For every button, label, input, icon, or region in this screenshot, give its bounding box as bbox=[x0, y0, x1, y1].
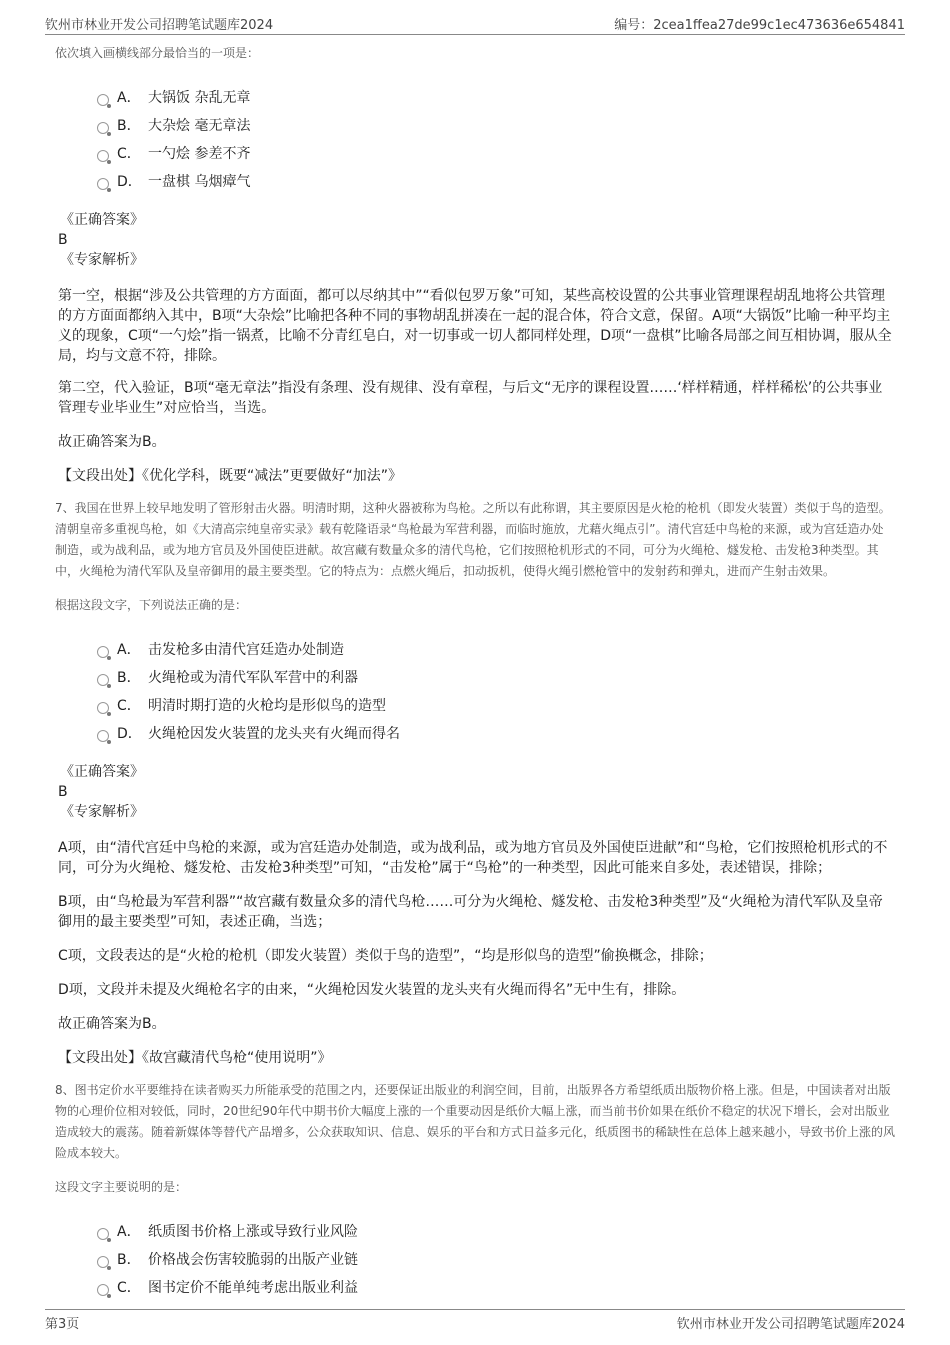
option-letter: A． bbox=[117, 1224, 141, 1240]
q7-analysis-c: C项，文段表达的是“火枪的枪机（即发火装置）类似于鸟的造型”，“均是形似鸟的造型”偷换概念，排除； bbox=[58, 948, 713, 964]
option-text: 明清时期打造的火枪均是形似鸟的造型 bbox=[148, 698, 386, 714]
radio-icon[interactable] bbox=[97, 730, 109, 742]
radio-icon[interactable] bbox=[97, 1228, 109, 1240]
footer-rule bbox=[45, 1309, 905, 1310]
header-id: 编号：2cea1ffea27de99c1ec473636e654841 bbox=[614, 18, 905, 33]
page-content bbox=[55, 44, 895, 1316]
option-text: 一勺烩 参差不齐 bbox=[148, 146, 251, 162]
q6-answer-label: 《正确答案》 bbox=[60, 212, 144, 228]
q8-prompt: 这段文字主要说明的是： bbox=[55, 1180, 188, 1194]
q6-analysis-2: 第二空，代入验证，B项“毫无章法”指没有条理、没有规律、没有章程，与后文“无序的课程设置……‘样样精通，样样稀松’的公共事业管理专业毕业生”对应恰当，当选。 bbox=[58, 380, 883, 416]
radio-icon[interactable] bbox=[97, 94, 109, 106]
option-letter: A． bbox=[117, 642, 141, 658]
q6-analysis-1: 第一空，根据“涉及公共管理的方方面面，都可以尽纳其中”“看似包罗万象”可知，某些高校设置的公共事业管理课程胡乱地将公共管理的方方面面都纳入其中，B项“大杂烩”比喻把各种不同的事物胡乱拼凑在一起的混合体，符合文意，保留。A项“大锅饭”比喻一种平均主义的现象，C项“一勺烩”指一锅煮，比喻不分青红皂白，对一切事或一切人都同样处理，D项“一盘棋”比喻各局部之间互相协调，服从全局，均与文意不符，排除。 bbox=[58, 288, 892, 364]
option-text: 大杂烩 毫无章法 bbox=[148, 118, 251, 134]
q7-options bbox=[97, 636, 895, 748]
q6-answer: B bbox=[58, 232, 68, 248]
option-text: 火绳枪因发火装置的龙头夹有火绳而得名 bbox=[148, 726, 400, 742]
q7-source: 【文段出处】《故宫藏清代鸟枪“使用说明”》 bbox=[58, 1050, 332, 1066]
q8-option-a[interactable] bbox=[97, 1218, 895, 1246]
q6-analysis-label: 《专家解析》 bbox=[60, 252, 144, 268]
q6-prompt: 依次填入画横线部分最恰当的一项是： bbox=[55, 46, 260, 60]
option-text: 图书定价不能单纯考虑出版业利益 bbox=[148, 1280, 358, 1296]
q8-option-c[interactable] bbox=[97, 1274, 895, 1302]
q7-answer-label: 《正确答案》 bbox=[60, 764, 144, 780]
q8-text: 8、图书定价水平要维持在读者购买力所能承受的范围之内，还要保证出版业的利润空间，目前，出版界各方希望纸质出版物价格上涨。但是，中国读者对出版物的心理价位相对较低，同时，20世纪90年代中期书价大幅度上涨的一个重要动因是纸价大幅上涨，而当前书价如果在纸价不稳定的状况下增长，会对出版业造成较大的震荡。随着新媒体等替代产品增多，公众获取知识、信息、娱乐的平台和方式日益多元化，纸质图书的稀缺性在总体上越来越小，导致书价上涨的风险成本较大。 bbox=[55, 1083, 896, 1160]
q6-option-d[interactable] bbox=[97, 168, 895, 196]
footer-title: 钦州市林业开发公司招聘笔试题库2024 bbox=[676, 1317, 905, 1332]
option-letter: C． bbox=[117, 146, 141, 162]
radio-icon[interactable] bbox=[97, 674, 109, 686]
page-header bbox=[45, 14, 905, 32]
option-text: 大锅饭 杂乱无章 bbox=[148, 90, 251, 106]
radio-icon[interactable] bbox=[97, 1284, 109, 1296]
radio-icon[interactable] bbox=[97, 178, 109, 190]
q7-analysis-a: A项，由“清代宫廷中鸟枪的来源，或为宫廷造办处制造，或为战利品，或为地方官员及外国使臣进献”和“鸟枪，它们按照枪机形式的不同，可分为火绳枪、燧发枪、击发枪3种类型”可知，“击发枪”属于“鸟枪”的一种类型，因此可能来自多处，表述错误，排除； bbox=[58, 840, 888, 876]
q6-options bbox=[97, 84, 895, 196]
q7-analysis-conclusion: 故正确答案为B。 bbox=[58, 1016, 166, 1032]
q8-option-b[interactable] bbox=[97, 1246, 895, 1274]
radio-icon[interactable] bbox=[97, 150, 109, 162]
option-letter: C． bbox=[117, 1280, 141, 1296]
option-letter: D． bbox=[117, 174, 142, 190]
header-rule bbox=[45, 34, 905, 35]
option-letter: D． bbox=[117, 726, 142, 742]
option-letter: B． bbox=[117, 670, 141, 686]
q7-option-a[interactable] bbox=[97, 636, 895, 664]
option-text: 一盘棋 乌烟瘴气 bbox=[148, 174, 251, 190]
q7-analysis-b: B项，由“鸟枪最为军营利器”“故宫藏有数量众多的清代鸟枪……可分为火绳枪、燧发枪、击发枪3种类型”及“火绳枪为清代军队及皇帝御用的最主要类型”可知，表述正确，当选； bbox=[58, 894, 883, 930]
q7-option-b[interactable] bbox=[97, 664, 895, 692]
q7-analysis-d: D项，文段并未提及火绳枪名字的由来，“火绳枪因发火装置的龙头夹有火绳而得名”无中生有，排除。 bbox=[58, 982, 686, 998]
q7-analysis-label: 《专家解析》 bbox=[60, 804, 144, 820]
option-letter: B． bbox=[117, 1252, 141, 1268]
radio-icon[interactable] bbox=[97, 646, 109, 658]
q6-analysis-3: 故正确答案为B。 bbox=[58, 434, 166, 450]
option-letter: A． bbox=[117, 90, 141, 106]
option-text: 纸质图书价格上涨或导致行业风险 bbox=[148, 1224, 358, 1240]
radio-icon[interactable] bbox=[97, 122, 109, 134]
q7-option-d[interactable] bbox=[97, 720, 895, 748]
q7-option-c[interactable] bbox=[97, 692, 895, 720]
option-text: 价格战会伤害较脆弱的出版产业链 bbox=[148, 1252, 358, 1268]
q7-answer: B bbox=[58, 784, 68, 800]
radio-icon[interactable] bbox=[97, 702, 109, 714]
q6-option-b[interactable] bbox=[97, 112, 895, 140]
option-letter: B． bbox=[117, 118, 141, 134]
radio-icon[interactable] bbox=[97, 1256, 109, 1268]
q6-option-c[interactable] bbox=[97, 140, 895, 168]
q7-prompt: 根据这段文字，下列说法正确的是： bbox=[55, 598, 248, 612]
option-letter: C． bbox=[117, 698, 141, 714]
q6-source: 【文段出处】《优化学科，既要“减法”更要做好“加法”》 bbox=[58, 468, 403, 484]
header-title: 钦州市林业开发公司招聘笔试题库2024 bbox=[45, 18, 274, 33]
q6-option-a[interactable] bbox=[97, 84, 895, 112]
page-number: 第3页 bbox=[45, 1317, 80, 1332]
q7-text: 7、我国在世界上较早地发明了管形射击火器。明清时期，这种火器被称为鸟枪。之所以有此称谓，其主要原因是火枪的枪机（即发火装置）类似于鸟的造型。清朝皇帝多重视鸟枪，如《大清高宗纯皇帝实录》载有乾隆语录“鸟枪最为军营利器，而临时施放，尤藉火绳点引”。清代宫廷中鸟枪的来源，或为宫廷造办处制造，或为战利品，或为地方官员及外国使臣进献。故宫藏有数量众多的清代鸟枪，它们按照枪机形式的不同，可分为火绳枪、燧发枪、击发枪3种类型。其中，火绳枪为清代军队及皇帝御用的最主要类型。它的特点为：点燃火绳后，扣动扳机，使得火绳引燃枪管中的发射药和弹丸，进而产生射击效果。 bbox=[55, 501, 891, 578]
option-text: 火绳枪或为清代军队军营中的利器 bbox=[148, 670, 358, 686]
q8-options bbox=[97, 1218, 895, 1302]
option-text: 击发枪多由清代宫廷造办处制造 bbox=[148, 642, 344, 658]
